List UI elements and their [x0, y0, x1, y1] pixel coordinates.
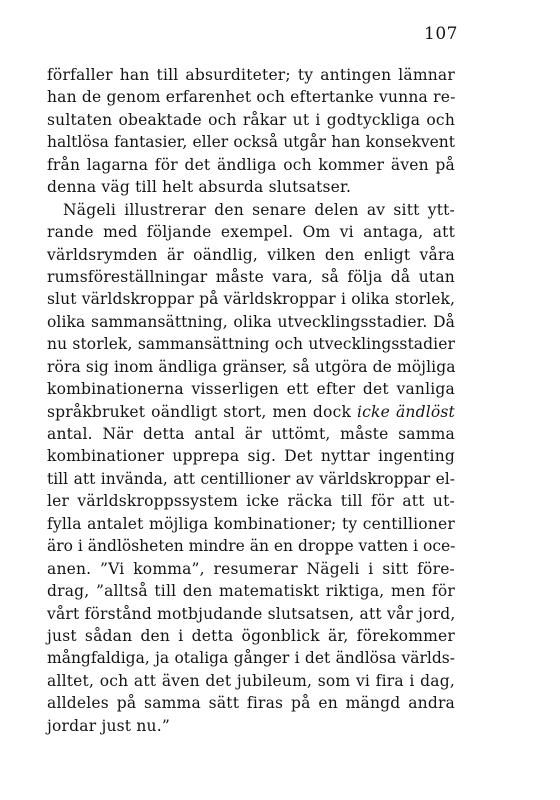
- text-line: anen. ”Vi komma”, resumerar Nägeli i sitt före-: [47, 559, 455, 578]
- text-line: alltet, och att även det jubileum, som vi fira i dag,: [47, 671, 455, 690]
- emphasized-text: icke ändlöst: [357, 402, 455, 421]
- text-line: världsrymden är oändlig, vilken den enligt våra: [47, 245, 455, 264]
- text-line: antal. När detta antal är uttömt, måste samma: [47, 425, 455, 443]
- text-line: äro i ändlösheten mindre än en droppe vatten i oce-: [47, 537, 456, 556]
- text-line: röra sig inom ändliga gränser, så utgöra de möjliga: [47, 357, 456, 376]
- text-line: fylla antalet möjliga kombinationer; ty centillioner: [47, 514, 455, 533]
- text-line: ler världskroppssystem icke räcka till för att ut-: [47, 492, 455, 511]
- text-line: rande med följande exempel. Om vi antaga, att: [47, 223, 455, 242]
- text-line: Nägeli illustrerar den senare delen av sitt ytt-: [63, 200, 455, 219]
- text-line: förfaller han till absurditeter; ty antingen lämnar: [47, 66, 455, 84]
- text-line: rumsföreställningar måste vara, så följa då utan: [47, 267, 455, 286]
- text-line: haltlösa fantasier, eller också utgår han konsekvent: [47, 133, 455, 152]
- text-line: kombinationerna visserligen ett efter det vanliga: [47, 380, 455, 399]
- text-line: mångfaldiga, ja otaliga gånger i det ändlösa världs-: [47, 649, 455, 668]
- text-line: till att invända, att centillioner av världskroppar el-: [47, 469, 455, 488]
- text-line: denna väg till helt absurda slutsatser.: [47, 178, 352, 197]
- text-line: vårt förstånd motbjudande slutsatsen, att vår jord,: [47, 604, 456, 623]
- text-line-with-emphasis: [47, 401, 455, 423]
- text-line: kombinationer upprepa sig. Det nyttar ingenting: [47, 447, 455, 466]
- text-line: slut världskroppar på världskroppar i olika storlek,: [47, 290, 455, 309]
- body-text: [47, 64, 455, 737]
- text-line: drag, ”alltså till den matematiskt riktiga, men för: [47, 582, 455, 601]
- text-segment: språkbruket oändligt stort, men dock: [47, 402, 352, 421]
- page-number: 107: [424, 24, 458, 44]
- text-line: sultaten obeaktade och råkar ut i godtyckliga och: [47, 110, 455, 129]
- text-line: just sådan den i detta ögonblick är, förekommer: [47, 626, 455, 645]
- text-line: olika sammansättning, olika utvecklingsstadier. Då: [47, 312, 455, 331]
- text-line: jordar just nu.”: [47, 716, 170, 735]
- text-line: från lagarna för det ändliga och kommer även på: [47, 155, 455, 174]
- text-line: han de genom erfarenhet och eftertanke vunna re-: [47, 88, 456, 107]
- text-line: alldeles på samma sätt firas på en mängd andra: [47, 694, 455, 713]
- text-line: nu storlek, sammansättning och utvecklingsstadier: [47, 335, 455, 354]
